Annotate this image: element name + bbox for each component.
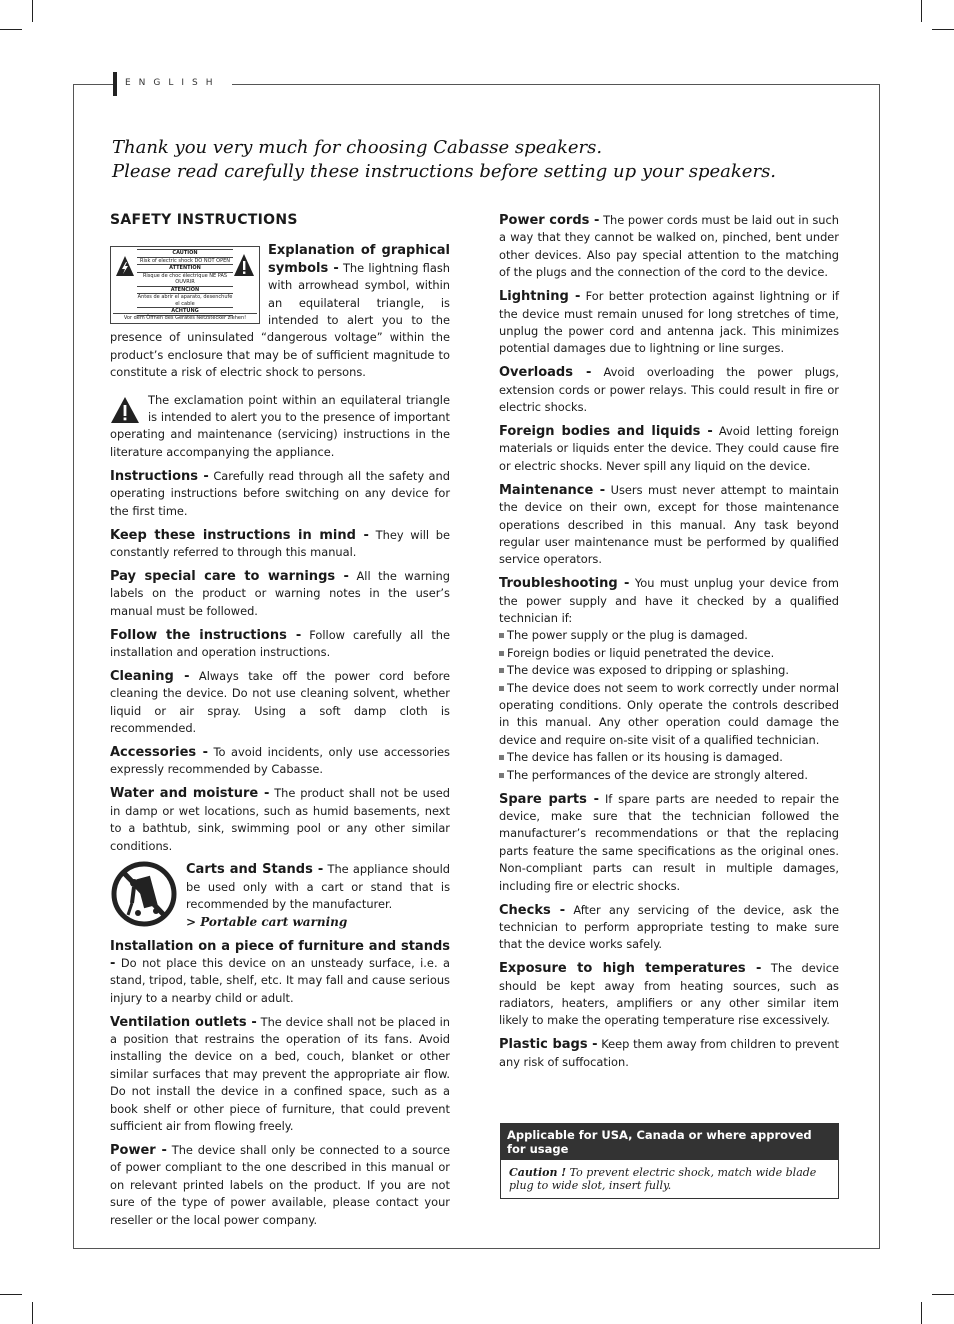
- bullet-icon: [499, 773, 504, 778]
- list-item: Foreign bodies or liquid penetrated the device.: [499, 646, 774, 660]
- usa-notice-title: Applicable for USA, Canada or where approved for usage: [501, 1124, 838, 1160]
- instruction-item: Plastic bags - Keep them away from children to prevent any risk of suffocation.: [499, 1037, 840, 1069]
- list-item: The power supply or the plug is damaged.: [499, 628, 748, 642]
- label-atencion-sub: Antes de abrir el aparato, desenchufe el cable: [137, 294, 233, 307]
- crop-mark: [0, 29, 22, 30]
- intro-text: [112, 136, 872, 184]
- instruction-item: Power cords - The power cords must be laid out in such a way that they cannot be walked on, pinched, bent under other devices. Also pay special attention to the matching of the plugs and the connection of the cord to the device.: [499, 213, 839, 280]
- instruction-item: Power - The device shall only be connected to a source of power compliant to the one described in this manual or on relevant printed labels on the product. If you are not sure of the type of power available, please contact your reseller or the local power company.: [110, 1143, 450, 1227]
- bullet-icon: [499, 755, 504, 760]
- intro-line-2: Please read carefully these instructions before setting up your speakers.: [112, 161, 777, 182]
- list-item: The device was exposed to dripping or splashing.: [499, 663, 789, 677]
- instruction-item: Installation on a piece of furniture and stands - Do not place this device on an unsteady surface, i.e. a stand, tripod, table, shelf, etc. It may fall and cause serious injury to a nearby child or adult.: [110, 938, 451, 1005]
- exclamation-triangle-icon: [233, 253, 255, 277]
- instruction-item: Accessories - To avoid incidents, only use accessories expressly recommended by Cabasse.: [110, 744, 450, 777]
- caution-text: To prevent electric shock, match wide blade plug to wide slot, insert fully.: [509, 1166, 817, 1192]
- crop-mark: [32, 1302, 33, 1324]
- crop-mark: [0, 1294, 22, 1295]
- bullet-icon: [499, 651, 504, 656]
- troubleshooting-heading: Troubleshooting -: [499, 576, 630, 592]
- explanation-heading: Explanation of graphical symbols -: [268, 243, 450, 276]
- bullet-icon: [499, 633, 504, 638]
- usa-notice-body: [501, 1160, 838, 1198]
- exclamation-text: The exclamation point within an equilateral triangle is intended to alert you to the presence of important operating and maintenance (servicing) instructions in the literature accompanying the appliance.: [110, 392, 450, 459]
- carts-text: The appliance should be used only with a cart or stand that is recommended by the manufacturer.: [186, 862, 450, 912]
- carts-note: > Portable cart warning: [186, 914, 348, 929]
- usa-notice-box: [500, 1123, 839, 1199]
- instruction-item: Follow the instructions - Follow carefully all the installation and operation instructions.: [110, 627, 451, 659]
- instruction-item: Lightning - For better protection against lightning or if the device must remain unused for long stretches of time, unplug the power cord and antenna jack. This minimizes potential damages due to lightning or line surges.: [499, 289, 839, 356]
- instruction-item: Water and moisture - The product shall not be used in damp or wet locations, such as humid basements, next to a bathtub, sink, swimming pool or any other similar conditions.: [110, 786, 451, 853]
- label-caution: CAUTION: [137, 249, 233, 258]
- explanation-paragraph: [110, 242, 450, 381]
- crop-mark: [932, 1294, 954, 1295]
- crop-mark: [921, 0, 922, 22]
- cart-warning-icon: [110, 861, 178, 927]
- frame-top-line: [232, 84, 880, 85]
- label-caution-sub: Risk of electric shock DO NOT OPEN: [139, 257, 230, 264]
- troubleshooting-text: You must unplug your device from the power supply and have it checked by a qualified technician if:: [499, 576, 839, 626]
- troubleshooting-paragraph: [499, 575, 839, 784]
- language-marker: [113, 72, 117, 96]
- instruction-item: Keep these instructions in mind - They will be constantly referred to through this manual.: [110, 527, 451, 559]
- bullet-icon: [499, 668, 504, 673]
- right-column: [499, 212, 839, 1078]
- instruction-item: Foreign bodies and liquids - Avoid letting foreign materials or liquids enter the device. They could cause fire or electric shocks. Never spill any liquid on the device.: [499, 423, 839, 473]
- left-column: [110, 212, 450, 1236]
- frame-top-line: [73, 84, 113, 85]
- crop-mark: [921, 1302, 922, 1324]
- caution-label: Caution !: [509, 1166, 567, 1179]
- language-label: ENGLISH: [125, 78, 221, 88]
- lightning-triangle-icon: [115, 255, 135, 277]
- bullet-icon: [499, 686, 504, 691]
- list-item: The device has fallen or its housing is damaged.: [499, 750, 783, 764]
- carts-heading: Carts and Stands -: [186, 862, 324, 878]
- instruction-item: Maintenance - Users must never attempt to maintain the device on their own, except for those maintenance operations described in this manual. Any task beyond regular user maintenance must be performed by qualified service operators.: [499, 482, 839, 567]
- crop-mark: [932, 29, 954, 30]
- explanation-text: The lightning flash with arrowhead symbol, within an equilateral triangle, is intended to alert you to the presence of uninsulated “dangerous voltage” within the product’s enclosure that may be of sufficient magnitude to constitute a risk of electric shock to persons.: [110, 260, 450, 380]
- carts-paragraph: [110, 861, 450, 931]
- section-title: SAFETY INSTRUCTIONS: [110, 212, 298, 228]
- label-atencion: ATENCIÓN: [137, 286, 233, 295]
- list-item: The device does not seem to work correctly under normal operating conditions. Only operate the controls described in this manual. Any other operation could damage the device and require on-site visit of a qualified technician.: [499, 680, 839, 747]
- instruction-item: Spare parts - If spare parts are needed to repair the device, make sure that the technician followed the manufacturer’s recommendations or that the replacing parts feature the same specifications as the original ones. Non-compliant parts can result in multiple damages, including fire or electric shocks.: [499, 791, 840, 893]
- list-item: The performances of the device are strongly altered.: [499, 768, 808, 782]
- instruction-item: Ventilation outlets - The device shall not be placed in a position that restrains the operation of its fans. Avoid installing the device on a bed, couch, blanket or other similar surfaces that may prevent the appropriate air flow. Do not install the device in a confined space, such as a book shelf or other piece of furniture, that could prevent sufficient air from flowing freely.: [110, 1014, 450, 1134]
- warning-label-text: [137, 249, 233, 321]
- label-attention-sub: Risque de choc électrique NE PAS OUVRIR: [142, 272, 228, 286]
- crop-mark: [32, 0, 33, 22]
- instruction-item: Pay special care to warnings - All the warning labels on the product or warning notes in the user’s manual must be followed.: [110, 568, 451, 618]
- label-achtung-sub: Vor dem Öffnen des Gerätes Netzstecker ziehen!: [113, 313, 257, 322]
- exclamation-paragraph: [110, 392, 450, 462]
- label-achtung: ACHTUNG: [137, 307, 233, 316]
- instruction-item: Overloads - Avoid overloading the power plugs, extension cords or power relays. This could result in fire or electric shocks.: [499, 365, 839, 415]
- instruction-item: Cleaning - Always take off the power cord before cleaning the device. Do not use cleaning solvent, whether liquid or air spray. Using a soft damp cloth is recommended.: [110, 668, 450, 736]
- instruction-item: Instructions - Carefully read through all the safety and operating instructions before switching on any device for the first time.: [110, 468, 450, 518]
- label-attention: ATTENTION: [137, 264, 233, 273]
- exclamation-triangle-icon: [110, 396, 140, 424]
- intro-line-1: Thank you very much for choosing Cabasse speakers.: [112, 137, 603, 158]
- warning-label-image: [110, 246, 260, 324]
- instruction-item: Checks - After any servicing of the device, ask the technician to perform appropriate testing to make sure that the device works safely.: [499, 902, 839, 952]
- instruction-item: Exposure to high temperatures - The device should be kept away from heating sources, such as radiators, heaters, amplifiers or any other similar item likely to make the operating temperature rise excessively.: [499, 961, 839, 1028]
